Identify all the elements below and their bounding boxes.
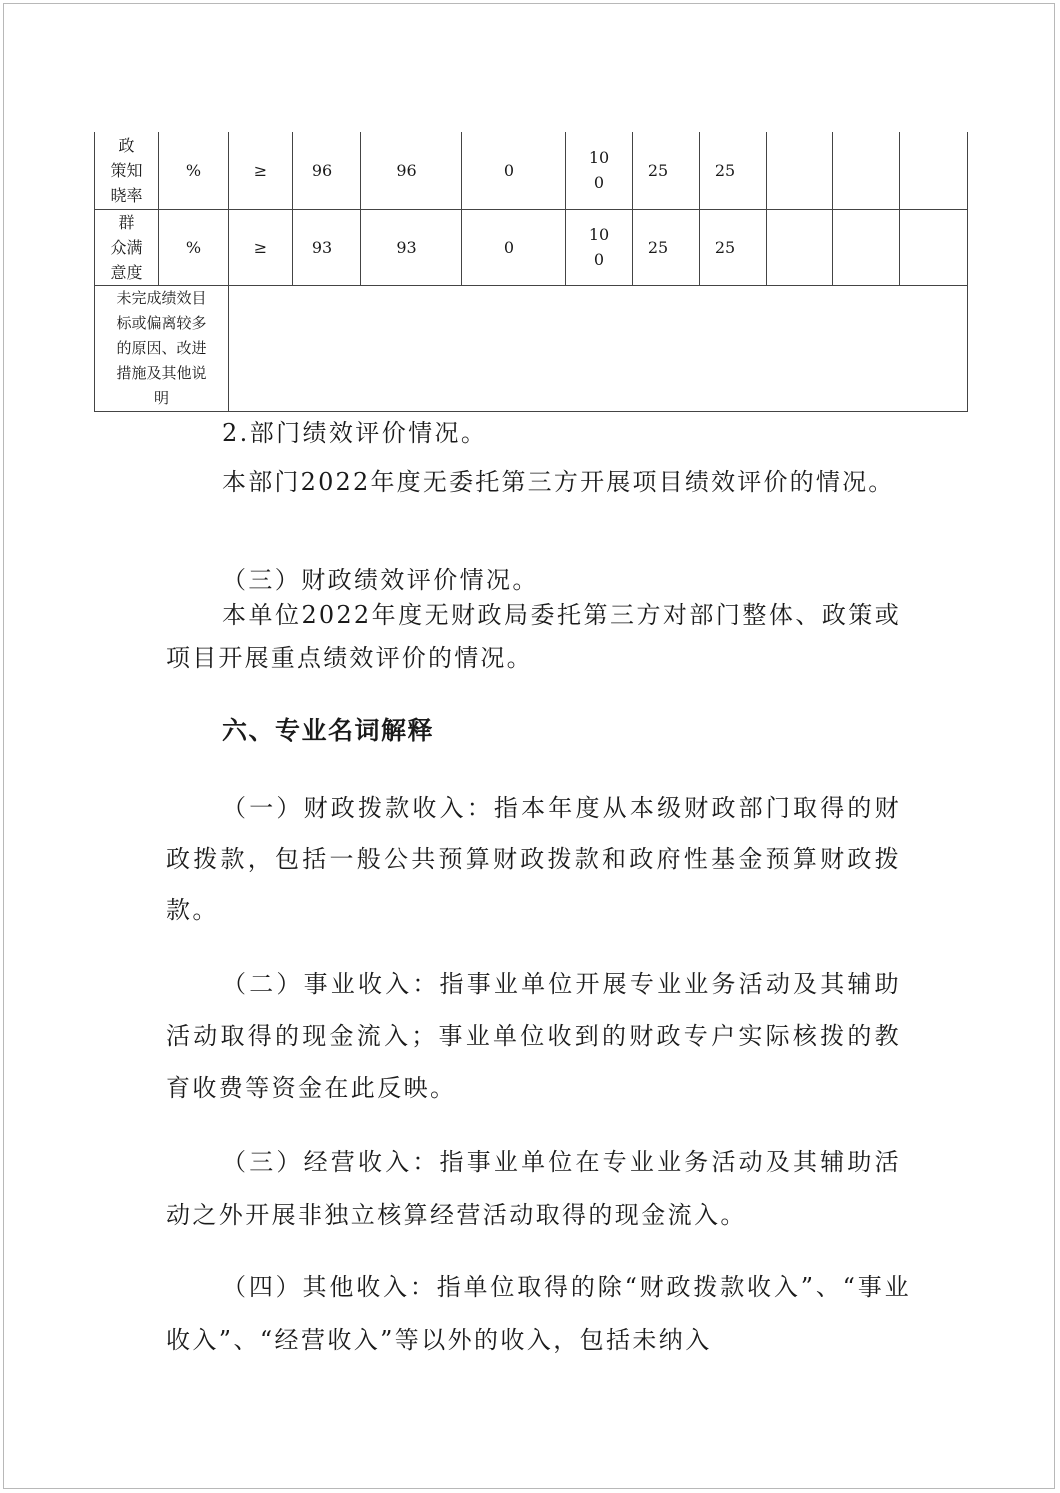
operator-cell: ≥	[229, 209, 293, 285]
indicator-name	[95, 132, 159, 209]
indicator-name-line: 晓率	[110, 185, 143, 205]
note-value	[229, 285, 968, 411]
note-label-line: 未完成绩效目	[116, 288, 207, 307]
rate-line: 10	[588, 148, 610, 168]
score-cell: 25	[700, 132, 767, 209]
operator-cell: ≥	[229, 132, 293, 209]
indicator-name-line: 政	[118, 135, 135, 155]
fiscal-eval-title: （三）财政绩效评价情况。	[222, 566, 539, 594]
indicator-name-line: 意度	[110, 262, 143, 282]
indicator-name-line: 群	[118, 212, 135, 232]
term-operating-income: （三）经营收入：指事业单位在专业业务活动及其辅助活动之外开展非独立核算经营活动取得的现金流入。	[166, 1148, 901, 1229]
extra-cell	[767, 209, 833, 285]
note-label	[95, 285, 229, 411]
term-fiscal-appropriation: （一）财政拨款收入：指本年度从本级财政部门取得的财政拨款，包括一般公共预算财政拨款和政府性基金预算财政拨款。	[166, 794, 901, 924]
actual-cell: 93	[361, 209, 462, 285]
rate-line: 0	[593, 173, 605, 193]
performance-table	[94, 132, 968, 412]
term-other-income: （四）其他收入：指单位取得的除“财政拨款收入”、“事业收入”、“经营收入”等以外的收入，包括未纳入	[166, 1273, 911, 1354]
note-row	[95, 285, 968, 411]
dept-eval-title: 2.部门绩效评价情况。	[222, 419, 488, 447]
note-label-line: 标或偏离较多	[116, 313, 207, 332]
note-label-line: 措施及其他说	[116, 363, 207, 382]
extra-cell	[767, 132, 833, 209]
rate-cell	[566, 209, 633, 285]
rate-line: 0	[593, 250, 605, 269]
fiscal-eval-text: 本单位2022年度无财政局委托第三方对部门整体、政策或项目开展重点绩效评价的情况。	[166, 601, 901, 672]
rate-cell	[566, 132, 633, 209]
terms-heading: 六、专业名词解释	[222, 716, 435, 745]
target-cell: 96	[293, 132, 361, 209]
note-label-line: 的原因、改进	[116, 338, 207, 357]
unit-cell: %	[159, 132, 229, 209]
rate-line: 10	[588, 225, 610, 244]
weight-cell: 25	[633, 132, 700, 209]
indicator-name	[95, 209, 159, 285]
term-business-income: （二）事业收入：指事业单位开展专业业务活动及其辅助活动取得的现金流入；事业单位收到的财政专户实际核拨的教育收费等资金在此反映。	[166, 970, 901, 1102]
actual-cell: 96	[361, 132, 462, 209]
table-row	[95, 209, 968, 285]
extra-cell	[900, 209, 968, 285]
deviation-cell: 0	[462, 209, 566, 285]
weight-cell: 25	[633, 209, 700, 285]
note-label-line: 明	[153, 388, 169, 407]
extra-cell	[833, 209, 900, 285]
extra-cell	[833, 132, 900, 209]
dept-eval-text: 本部门2022年度无委托第三方开展项目绩效评价的情况。	[222, 468, 895, 496]
score-cell: 25	[700, 209, 767, 285]
unit-cell: %	[159, 209, 229, 285]
target-cell: 93	[293, 209, 361, 285]
deviation-cell: 0	[462, 132, 566, 209]
table-row	[95, 132, 968, 209]
indicator-name-line: 策知	[110, 160, 143, 180]
indicator-name-line: 众满	[110, 237, 143, 257]
extra-cell	[900, 132, 968, 209]
